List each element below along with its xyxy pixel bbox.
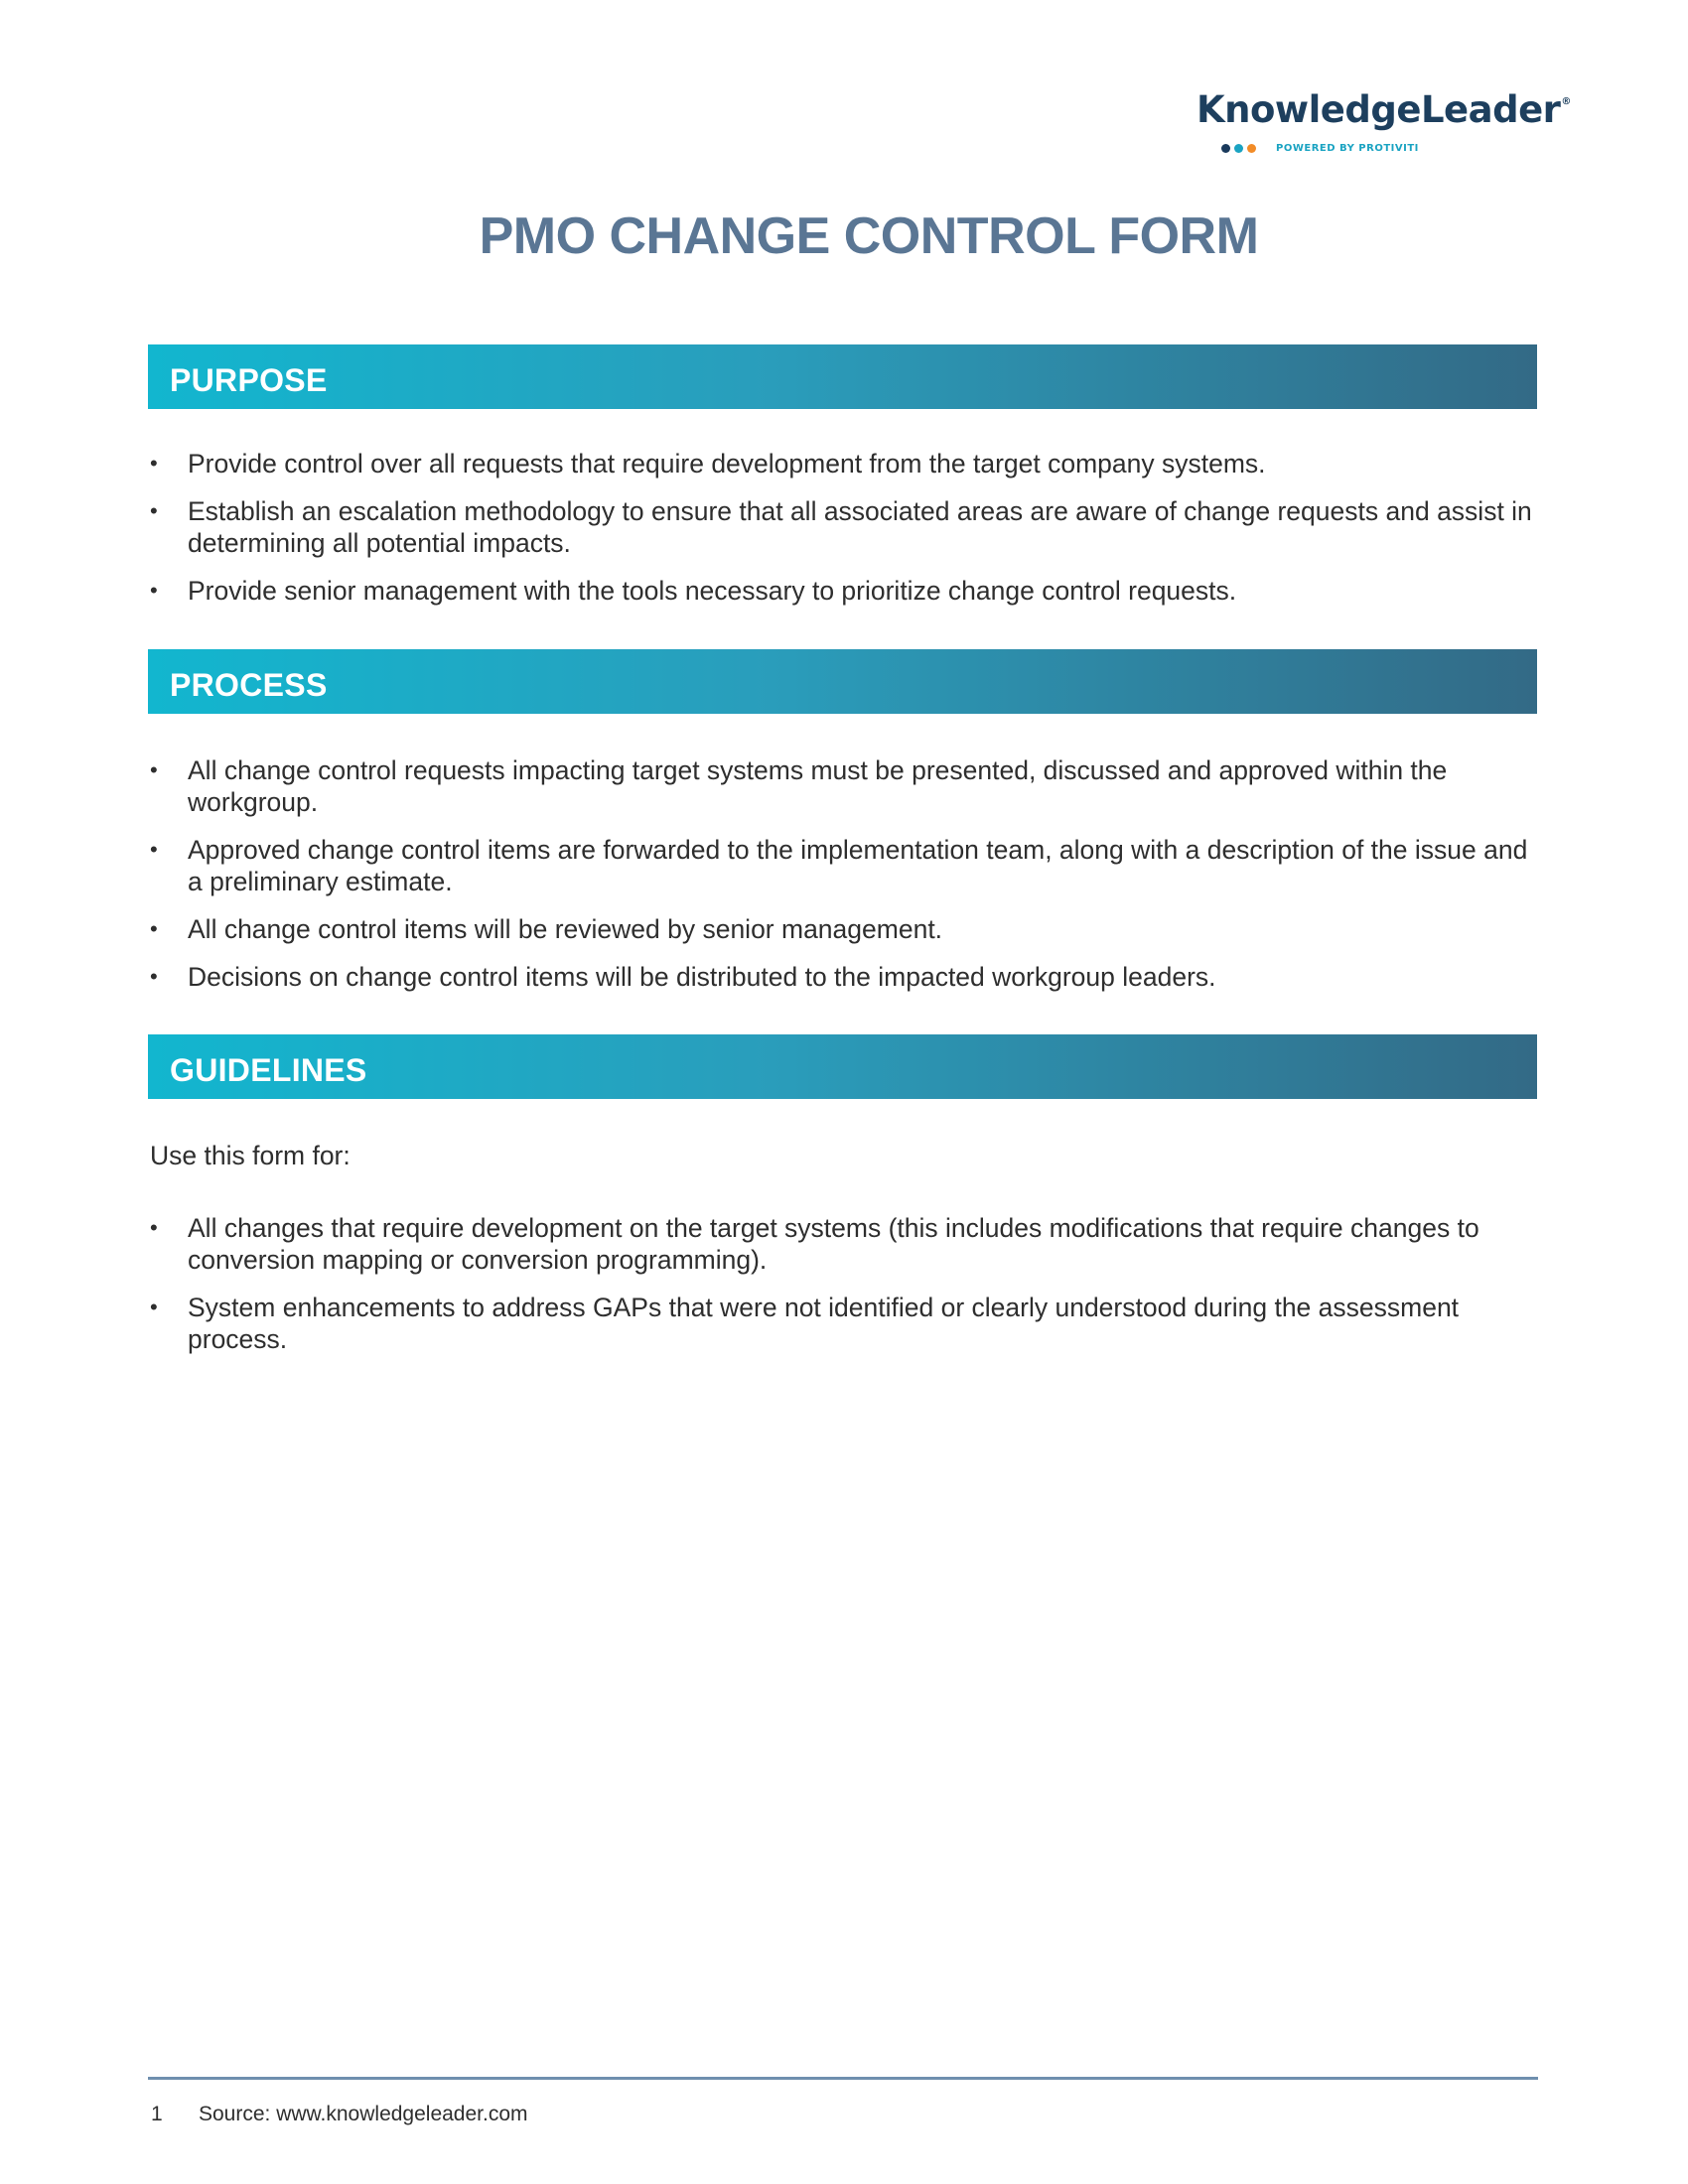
section-heading: GUIDELINES — [170, 1052, 367, 1088]
logo-wordmark: KnowledgeLeader® — [1196, 88, 1571, 131]
process-list — [148, 754, 1548, 1009]
logo-tagline: POWERED BY PROTIVITI — [1276, 143, 1419, 154]
list-item: • All change control items will be reviewed by senior management. — [148, 913, 1548, 945]
list-item: • System enhancements to address GAPs that were not identified or clearly understood during the assessment process. — [148, 1292, 1548, 1355]
page-number: 1 — [151, 2103, 163, 2125]
list-item: • All change control requests impacting target systems must be presented, discussed and approved within the workgroup. — [148, 754, 1548, 818]
list-item: • Approved change control items are forwarded to the implementation team, along with a description of the issue and a preliminary estimate. — [148, 834, 1548, 897]
guidelines-intro: Use this form for: — [150, 1141, 351, 1170]
footer-divider — [148, 2077, 1538, 2080]
list-item: • Decisions on change control items will be distributed to the impacted workgroup leaders. — [148, 961, 1548, 993]
knowledgeleader-logo — [1196, 88, 1571, 154]
logo-dots-icon — [1221, 144, 1256, 153]
section-header-purpose — [148, 344, 1537, 409]
section-heading: PROCESS — [170, 667, 328, 703]
footer-source: Source: www.knowledgeleader.com — [199, 2103, 528, 2125]
guidelines-list — [148, 1212, 1548, 1371]
list-item: • All changes that require development on the target systems (this includes modifications that require changes to conversion mapping or conversion programming). — [148, 1212, 1548, 1276]
logo-tagline-row — [1221, 143, 1419, 154]
page-title: PMO CHANGE CONTROL FORM — [479, 207, 1259, 265]
section-heading: PURPOSE — [170, 362, 328, 398]
section-header-guidelines — [148, 1034, 1537, 1099]
section-header-process — [148, 649, 1537, 714]
purpose-list — [148, 448, 1548, 622]
list-item: • Provide senior management with the tools necessary to prioritize change control requests. — [148, 575, 1548, 607]
list-item: • Provide control over all requests that require development from the target company systems. — [148, 448, 1548, 479]
list-item: • Establish an escalation methodology to ensure that all associated areas are aware of change requests and assist in determining all potential impacts. — [148, 495, 1548, 559]
